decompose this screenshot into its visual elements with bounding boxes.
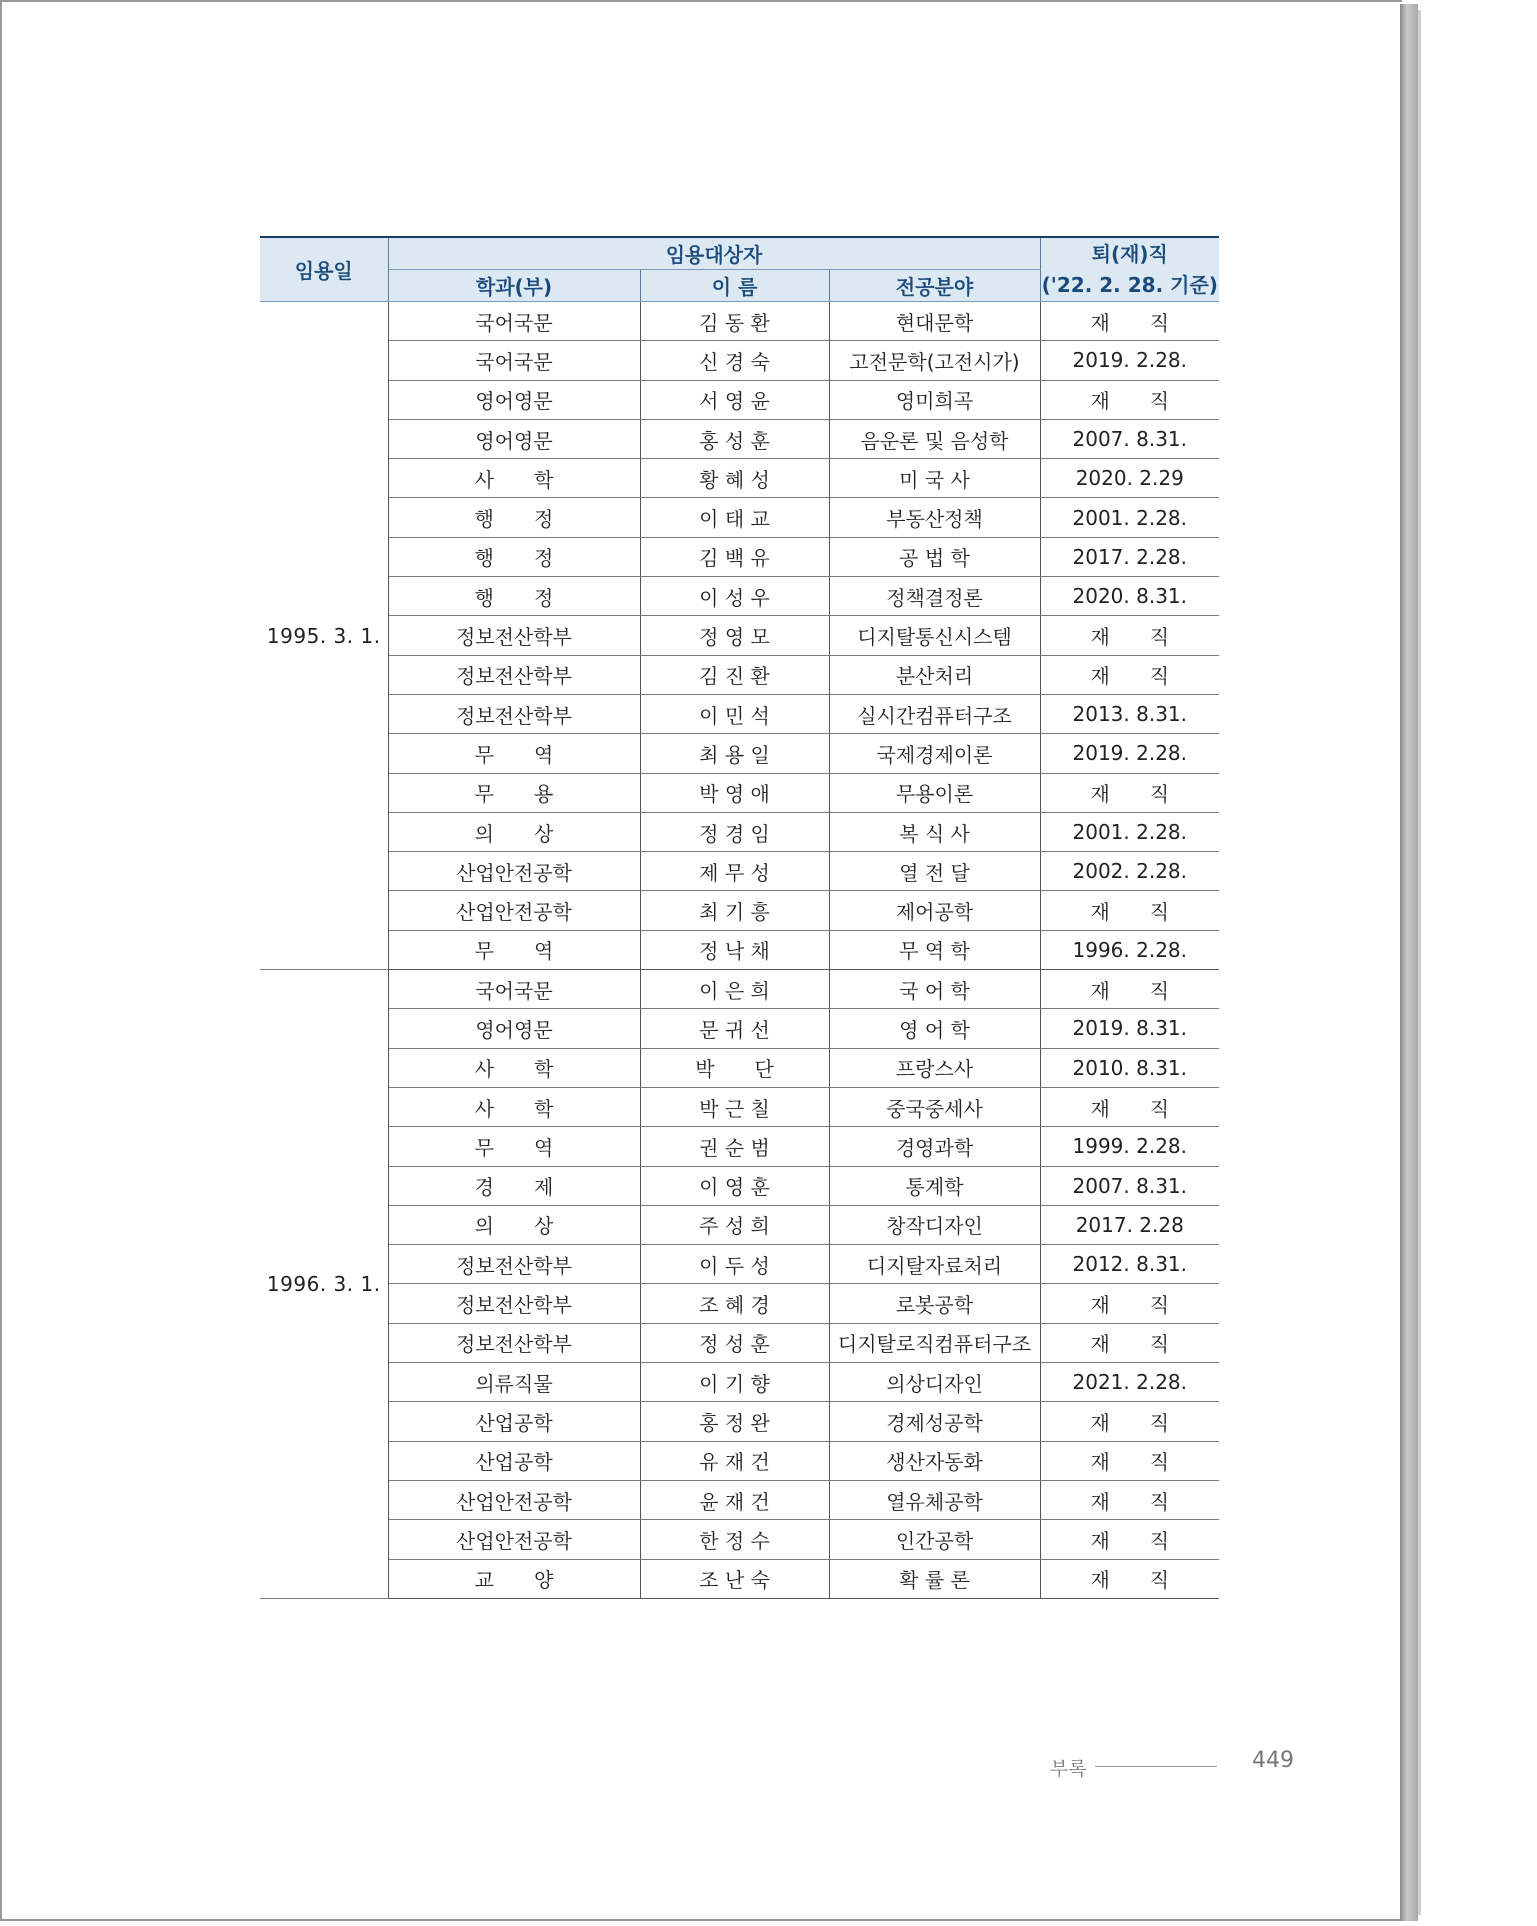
department-cell: 산업안전공학 (388, 1480, 640, 1519)
major-cell: 공 법 학 (829, 537, 1040, 576)
major-cell: 인간공학 (829, 1520, 1040, 1559)
header-status-line2: ('22. 2. 28. 기준) (1041, 272, 1218, 297)
page-spine-edge (1418, 10, 1421, 1915)
department-cell: 정보전산학부 (388, 1245, 640, 1284)
department-cell: 무 역 (388, 734, 640, 773)
status-cell: 재 직 (1040, 970, 1219, 1009)
status-cell: 재 직 (1040, 1520, 1219, 1559)
status-cell: 2013. 8.31. (1040, 694, 1219, 733)
status-cell: 재 직 (1040, 1441, 1219, 1480)
major-cell: 창작디자인 (829, 1205, 1040, 1244)
status-cell: 2017. 2.28. (1040, 537, 1219, 576)
major-cell: 고전문학(고전시가) (829, 341, 1040, 380)
appointment-date-cell: 1996. 3. 1. (260, 970, 388, 1599)
name-cell: 이 영 훈 (640, 1166, 829, 1205)
status-cell: 2012. 8.31. (1040, 1245, 1219, 1284)
name-cell: 정 낙 채 (640, 930, 829, 969)
name-cell: 서 영 윤 (640, 380, 829, 419)
name-cell: 윤 재 건 (640, 1480, 829, 1519)
major-cell: 디지탈통신시스템 (829, 616, 1040, 655)
page-spine-shadow (1400, 4, 1418, 1921)
department-cell: 산업안전공학 (388, 852, 640, 891)
status-cell: 1999. 2.28. (1040, 1127, 1219, 1166)
major-cell: 현대문학 (829, 302, 1040, 341)
major-cell: 경영과학 (829, 1127, 1040, 1166)
table-row (260, 852, 1219, 891)
major-cell: 생산자동화 (829, 1441, 1040, 1480)
table-row (260, 302, 1219, 341)
status-cell: 재 직 (1040, 1559, 1219, 1598)
table-row (260, 1205, 1219, 1244)
table-row (260, 616, 1219, 655)
department-cell: 경 제 (388, 1166, 640, 1205)
table-row (260, 1520, 1219, 1559)
department-cell: 국어국문 (388, 302, 640, 341)
table-row (260, 930, 1219, 969)
table-row (260, 459, 1219, 498)
name-cell: 홍 정 완 (640, 1402, 829, 1441)
department-cell: 산업공학 (388, 1402, 640, 1441)
table-row (260, 1245, 1219, 1284)
table-row (260, 891, 1219, 930)
department-cell: 국어국문 (388, 970, 640, 1009)
name-cell: 이 두 성 (640, 1245, 829, 1284)
major-cell: 국 어 학 (829, 970, 1040, 1009)
appointment-date-cell: 1995. 3. 1. (260, 302, 388, 970)
department-cell: 의류직물 (388, 1363, 640, 1402)
table-row (260, 1127, 1219, 1166)
department-cell: 정보전산학부 (388, 694, 640, 733)
major-cell: 의상디자인 (829, 1363, 1040, 1402)
status-cell: 재 직 (1040, 1087, 1219, 1126)
name-cell: 제 무 성 (640, 852, 829, 891)
major-cell: 복 식 사 (829, 812, 1040, 851)
table-row (260, 1323, 1219, 1362)
major-cell: 음운론 및 음성학 (829, 419, 1040, 458)
status-cell: 재 직 (1040, 1323, 1219, 1362)
table-row (260, 773, 1219, 812)
status-cell: 2002. 2.28. (1040, 852, 1219, 891)
department-cell: 무 용 (388, 773, 640, 812)
table-row (260, 1009, 1219, 1048)
department-cell: 의 상 (388, 812, 640, 851)
table-row (260, 970, 1219, 1009)
name-cell: 주 성 희 (640, 1205, 829, 1244)
header-appointment-date: 임용일 (260, 237, 388, 302)
name-cell: 박 단 (640, 1048, 829, 1087)
major-cell: 열유체공학 (829, 1480, 1040, 1519)
header-major: 전공분야 (829, 270, 1040, 302)
name-cell: 이 기 향 (640, 1363, 829, 1402)
major-cell: 경제성공학 (829, 1402, 1040, 1441)
department-cell: 정보전산학부 (388, 616, 640, 655)
department-cell: 행 정 (388, 537, 640, 576)
table-row (260, 1284, 1219, 1323)
header-department: 학과(부) (388, 270, 640, 302)
department-cell: 사 학 (388, 459, 640, 498)
department-cell: 교 양 (388, 1559, 640, 1598)
name-cell: 이 태 교 (640, 498, 829, 537)
name-cell: 박 근 칠 (640, 1087, 829, 1126)
table-row (260, 655, 1219, 694)
table-row (260, 734, 1219, 773)
table-row (260, 1048, 1219, 1087)
table-row (260, 694, 1219, 733)
status-cell: 2007. 8.31. (1040, 1166, 1219, 1205)
table-row (260, 1363, 1219, 1402)
status-cell: 재 직 (1040, 302, 1219, 341)
status-cell: 재 직 (1040, 1284, 1219, 1323)
status-cell: 재 직 (1040, 773, 1219, 812)
table-row (260, 1480, 1219, 1519)
major-cell: 확 률 론 (829, 1559, 1040, 1598)
department-cell: 산업안전공학 (388, 891, 640, 930)
major-cell: 프랑스사 (829, 1048, 1040, 1087)
department-cell: 사 학 (388, 1048, 640, 1087)
status-cell: 2001. 2.28. (1040, 812, 1219, 851)
department-cell: 산업안전공학 (388, 1520, 640, 1559)
header-appointees-group: 임용대상자 (388, 237, 1040, 270)
department-cell: 무 역 (388, 1127, 640, 1166)
department-cell: 영어영문 (388, 419, 640, 458)
table-row (260, 380, 1219, 419)
status-cell: 2019. 8.31. (1040, 1009, 1219, 1048)
department-cell: 영어영문 (388, 380, 640, 419)
major-cell: 영미희곡 (829, 380, 1040, 419)
page-number: 449 (1252, 1748, 1294, 1773)
table-row (260, 1441, 1219, 1480)
major-cell: 무용이론 (829, 773, 1040, 812)
table-row (260, 1087, 1219, 1126)
name-cell: 정 성 훈 (640, 1323, 829, 1362)
header-status-line1: 퇴(재)직 (1091, 241, 1168, 266)
name-cell: 김 백 유 (640, 537, 829, 576)
table-row (260, 577, 1219, 616)
name-cell: 문 귀 선 (640, 1009, 829, 1048)
major-cell: 국제경제이론 (829, 734, 1040, 773)
department-cell: 정보전산학부 (388, 1284, 640, 1323)
status-cell: 재 직 (1040, 1480, 1219, 1519)
table-row (260, 341, 1219, 380)
header-status (1040, 237, 1219, 302)
status-cell: 2020. 8.31. (1040, 577, 1219, 616)
status-cell: 2010. 8.31. (1040, 1048, 1219, 1087)
table-row (260, 1402, 1219, 1441)
department-cell: 산업공학 (388, 1441, 640, 1480)
name-cell: 정 영 모 (640, 616, 829, 655)
status-cell: 2017. 2.28 (1040, 1205, 1219, 1244)
department-cell: 사 학 (388, 1087, 640, 1126)
name-cell: 신 경 숙 (640, 341, 829, 380)
name-cell: 홍 성 훈 (640, 419, 829, 458)
appointment-table (260, 236, 1219, 1599)
department-cell: 정보전산학부 (388, 655, 640, 694)
status-cell: 재 직 (1040, 1402, 1219, 1441)
major-cell: 중국중세사 (829, 1087, 1040, 1126)
header-name: 이 름 (640, 270, 829, 302)
major-cell: 무 역 학 (829, 930, 1040, 969)
name-cell: 권 순 범 (640, 1127, 829, 1166)
status-cell: 재 직 (1040, 616, 1219, 655)
status-cell: 2021. 2.28. (1040, 1363, 1219, 1402)
name-cell: 이 민 석 (640, 694, 829, 733)
major-cell: 영 어 학 (829, 1009, 1040, 1048)
major-cell: 제어공학 (829, 891, 1040, 930)
footer-rule (1095, 1766, 1217, 1767)
major-cell: 실시간컴퓨터구조 (829, 694, 1040, 733)
major-cell: 부동산정책 (829, 498, 1040, 537)
major-cell: 분산처리 (829, 655, 1040, 694)
name-cell: 이 성 우 (640, 577, 829, 616)
name-cell: 조 난 숙 (640, 1559, 829, 1598)
name-cell: 유 재 건 (640, 1441, 829, 1480)
name-cell: 김 진 환 (640, 655, 829, 694)
department-cell: 정보전산학부 (388, 1323, 640, 1362)
status-cell: 2019. 2.28. (1040, 341, 1219, 380)
department-cell: 영어영문 (388, 1009, 640, 1048)
name-cell: 최 용 일 (640, 734, 829, 773)
department-cell: 국어국문 (388, 341, 640, 380)
table-header (260, 237, 1219, 302)
name-cell: 최 기 흥 (640, 891, 829, 930)
name-cell: 황 혜 성 (640, 459, 829, 498)
name-cell: 조 혜 경 (640, 1284, 829, 1323)
department-cell: 행 정 (388, 577, 640, 616)
major-cell: 디지탈로직컴퓨터구조 (829, 1323, 1040, 1362)
table-row (260, 1559, 1219, 1598)
status-cell: 재 직 (1040, 380, 1219, 419)
status-cell: 1996. 2.28. (1040, 930, 1219, 969)
major-cell: 로봇공학 (829, 1284, 1040, 1323)
name-cell: 이 은 희 (640, 970, 829, 1009)
status-cell: 재 직 (1040, 891, 1219, 930)
status-cell: 2001. 2.28. (1040, 498, 1219, 537)
name-cell: 김 동 환 (640, 302, 829, 341)
table-body (260, 302, 1219, 1599)
table-row (260, 812, 1219, 851)
name-cell: 박 영 애 (640, 773, 829, 812)
status-cell: 2019. 2.28. (1040, 734, 1219, 773)
status-cell: 2007. 8.31. (1040, 419, 1219, 458)
name-cell: 한 정 수 (640, 1520, 829, 1559)
major-cell: 미 국 사 (829, 459, 1040, 498)
major-cell: 열 전 달 (829, 852, 1040, 891)
major-cell: 디지탈자료처리 (829, 1245, 1040, 1284)
department-cell: 행 정 (388, 498, 640, 537)
footer-section-label: 부록 (1050, 1758, 1087, 1780)
name-cell: 정 경 임 (640, 812, 829, 851)
department-cell: 의 상 (388, 1205, 640, 1244)
department-cell: 무 역 (388, 930, 640, 969)
major-cell: 정책결정론 (829, 577, 1040, 616)
status-cell: 2020. 2.29 (1040, 459, 1219, 498)
table-row (260, 498, 1219, 537)
table-row (260, 1166, 1219, 1205)
major-cell: 통계학 (829, 1166, 1040, 1205)
table-row (260, 419, 1219, 458)
table-row (260, 537, 1219, 576)
status-cell: 재 직 (1040, 655, 1219, 694)
